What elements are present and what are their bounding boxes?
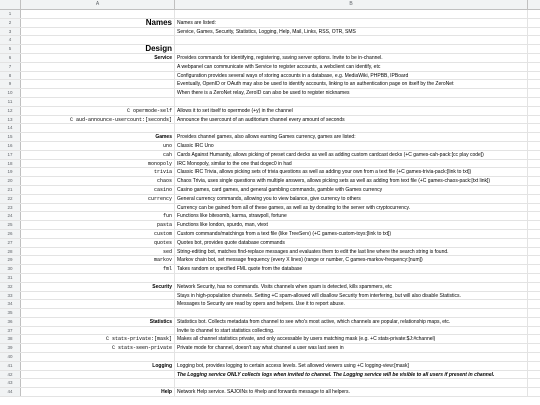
- cell-empty[interactable]: [528, 292, 540, 300]
- cell-b[interactable]: [175, 353, 528, 361]
- table-row: [0, 335, 540, 344]
- cell-a[interactable]: [21, 80, 175, 88]
- table-row: [0, 98, 540, 107]
- cell-b[interactable]: Markov chain bot, set message frequency (every X lines) (range or number, C games-markov-frequency:[num]): [175, 256, 528, 264]
- cell-empty[interactable]: [528, 98, 540, 106]
- cell-a[interactable]: fml: [21, 265, 175, 273]
- row-number[interactable]: 8: [0, 72, 21, 80]
- row-number[interactable]: 44: [0, 388, 21, 396]
- table-row: [0, 160, 540, 169]
- cell-b[interactable]: Casino games, card games, and general gambling commands, gamble with Games currency: [175, 186, 528, 194]
- cell-b[interactable]: Functions like london, spurdo, man, vtext: [175, 221, 528, 229]
- table-row: [0, 309, 540, 318]
- row-number[interactable]: 17: [0, 151, 21, 159]
- column-header-bar: [0, 0, 540, 10]
- row-number[interactable]: 34: [0, 300, 21, 308]
- cell-b[interactable]: Chaos Trivia, uses single questions with multiple answers, allows picking sets as well as adding from text file (+C games-chaos-pack:[txt link]): [175, 177, 528, 185]
- table-row: [0, 265, 540, 274]
- cell-a[interactable]: casino: [21, 186, 175, 194]
- row-number[interactable]: 38: [0, 335, 21, 343]
- table-row: [0, 256, 540, 265]
- cell-a[interactable]: Security: [21, 283, 175, 291]
- cell-b[interactable]: [175, 10, 528, 18]
- cell-empty[interactable]: [528, 28, 540, 36]
- cell-a[interactable]: fun: [21, 212, 175, 220]
- table-row: [0, 168, 540, 177]
- table-row: [0, 36, 540, 45]
- table-row: [0, 63, 540, 72]
- table-row: [0, 362, 540, 371]
- row-number[interactable]: 11: [0, 98, 21, 106]
- cell-a[interactable]: [21, 10, 175, 18]
- row-number[interactable]: 25: [0, 221, 21, 229]
- table-row: [0, 133, 540, 142]
- cell-a[interactable]: Help: [21, 388, 175, 396]
- column-header-filler: [528, 0, 540, 9]
- table-row: [0, 28, 540, 37]
- row-number[interactable]: 22: [0, 195, 21, 203]
- cell-empty[interactable]: [528, 107, 540, 115]
- cell-b[interactable]: Classic IRC Trivia, allows picking sets of trivia questions as well as adding your own from a text file (+C games-trivia-pack:[link to txt]): [175, 168, 528, 176]
- cell-empty[interactable]: [528, 388, 540, 396]
- row-number[interactable]: 4: [0, 36, 21, 44]
- cell-empty[interactable]: [528, 80, 540, 88]
- table-row: [0, 292, 540, 301]
- select-all-corner[interactable]: [0, 0, 21, 9]
- cell-empty[interactable]: [528, 248, 540, 256]
- cell-b[interactable]: Configuration provides several ways of storing accounts in a database, e.g. MediaWiki, PHPBB, IPBoard: [175, 72, 528, 80]
- table-row: [0, 388, 540, 397]
- row-number[interactable]: 5: [0, 45, 21, 53]
- row-number[interactable]: 19: [0, 168, 21, 176]
- table-row: [0, 186, 540, 195]
- cell-b[interactable]: Names are listed:: [175, 19, 528, 27]
- table-row: [0, 300, 540, 309]
- cell-a[interactable]: [21, 72, 175, 80]
- cell-empty[interactable]: [528, 230, 540, 238]
- cell-b[interactable]: Statistics bot. Collects metadata from channel to see who's most active, which channels are popular, relationship maps, etc.: [175, 318, 528, 326]
- cell-a[interactable]: [21, 309, 175, 317]
- cell-a[interactable]: quotes: [21, 239, 175, 247]
- cell-b[interactable]: Functions like bitesomb, karma, strawpoll, fortune: [175, 212, 528, 220]
- row-number[interactable]: 10: [0, 89, 21, 97]
- cell-a[interactable]: chaos: [21, 177, 175, 185]
- table-row: [0, 116, 540, 125]
- table-row: [0, 248, 540, 257]
- cell-b[interactable]: Allows it to set itself to opermode (+y) in the channel: [175, 107, 528, 115]
- cell-b[interactable]: [175, 309, 528, 317]
- table-row: [0, 239, 540, 248]
- cell-empty[interactable]: [528, 300, 540, 308]
- cell-b[interactable]: A webpanel can communicate with Service to register accounts, a webclient can identify, etc: [175, 63, 528, 71]
- cell-b[interactable]: [175, 36, 528, 44]
- cell-b[interactable]: Logging bot, provides logging to certain access levels. Set allowed viewers using +C logging-view:[mask]: [175, 362, 528, 370]
- cell-a[interactable]: Design: [21, 45, 175, 53]
- table-row: [0, 327, 540, 336]
- table-row: [0, 195, 540, 204]
- cell-b[interactable]: Cards Against Humanity, allows picking of preset card decks as well as adding custom cardcast decks (+C games-cah-pack:[cc play code]): [175, 151, 528, 159]
- row-number[interactable]: 26: [0, 230, 21, 238]
- row-number[interactable]: 24: [0, 212, 21, 220]
- cell-empty[interactable]: [528, 124, 540, 132]
- cell-a[interactable]: [21, 63, 175, 71]
- cell-empty[interactable]: [528, 89, 540, 97]
- cell-b[interactable]: General currency commands, allowing you to view balance, give currency to others: [175, 195, 528, 203]
- row-number[interactable]: 31: [0, 274, 21, 282]
- row-number[interactable]: 27: [0, 239, 21, 247]
- cell-b[interactable]: Private mode for channel, doesn't say what channel a user was last seen in: [175, 344, 528, 352]
- cell-a[interactable]: C stats-seen-private: [21, 344, 175, 352]
- cell-empty[interactable]: [528, 204, 540, 212]
- cell-a[interactable]: Names: [21, 19, 175, 27]
- table-row: [0, 124, 540, 133]
- cell-a[interactable]: [21, 204, 175, 212]
- table-row: [0, 212, 540, 221]
- cell-b[interactable]: [175, 45, 528, 53]
- cell-b[interactable]: Quotes bot, provides quote database commands: [175, 239, 528, 247]
- row-number[interactable]: 36: [0, 318, 21, 326]
- cell-empty[interactable]: [528, 195, 540, 203]
- cell-empty[interactable]: [528, 371, 540, 379]
- cell-b[interactable]: [175, 274, 528, 282]
- row-number[interactable]: 2: [0, 19, 21, 27]
- row-number[interactable]: 32: [0, 283, 21, 291]
- column-header-a[interactable]: A: [21, 0, 175, 9]
- cell-a[interactable]: Logging: [21, 362, 175, 370]
- cell-empty[interactable]: [528, 309, 540, 317]
- cell-empty[interactable]: [528, 353, 540, 361]
- cell-a[interactable]: [21, 300, 175, 308]
- row-number[interactable]: 21: [0, 186, 21, 194]
- cell-empty[interactable]: [528, 239, 540, 247]
- cell-a[interactable]: [21, 292, 175, 300]
- cell-a[interactable]: C stats-private:[mask]: [21, 335, 175, 343]
- cell-empty[interactable]: [528, 10, 540, 18]
- table-row: [0, 19, 540, 28]
- table-row: [0, 89, 540, 98]
- cell-a[interactable]: Service: [21, 54, 175, 62]
- cell-empty[interactable]: [528, 72, 540, 80]
- cell-empty[interactable]: [528, 45, 540, 53]
- cell-b[interactable]: Stays in high-population channels. Setting +C spam-allowed will disallow Security from interfering, but will also disable Statistics.: [175, 292, 528, 300]
- table-row: [0, 80, 540, 89]
- cell-empty[interactable]: [528, 318, 540, 326]
- cell-a[interactable]: pasta: [21, 221, 175, 229]
- table-row: [0, 274, 540, 283]
- cell-a[interactable]: [21, 124, 175, 132]
- cell-empty[interactable]: [528, 265, 540, 273]
- cell-b[interactable]: Eventually, OpenID or OAuth may also be used to identify accounts, linking to an authentication page on itself by the ZeroNet: [175, 80, 528, 88]
- cell-a[interactable]: [21, 371, 175, 379]
- table-row: [0, 142, 540, 151]
- table-row: [0, 177, 540, 186]
- table-row: [0, 230, 540, 239]
- row-number[interactable]: 29: [0, 256, 21, 264]
- cell-a[interactable]: custom: [21, 230, 175, 238]
- cell-empty[interactable]: [528, 283, 540, 291]
- cell-b[interactable]: Custom commands/matchings from a text file (like TreeServ) (+C games-custom-toys:[link to txt]): [175, 230, 528, 238]
- cell-b[interactable]: Service, Games, Security, Statistics, Logging, Help, Mail, Links, RSS, OTR, SMS: [175, 28, 528, 36]
- cell-empty[interactable]: [528, 212, 540, 220]
- cell-a[interactable]: [21, 89, 175, 97]
- cell-empty[interactable]: [528, 133, 540, 141]
- table-row: [0, 221, 540, 230]
- cell-empty[interactable]: [528, 142, 540, 150]
- cell-b[interactable]: Provides channel games, also allows earning Games currency, games are listed:: [175, 133, 528, 141]
- cell-a[interactable]: uno: [21, 142, 175, 150]
- cell-empty[interactable]: [528, 36, 540, 44]
- cell-a[interactable]: markov: [21, 256, 175, 264]
- cell-a[interactable]: [21, 36, 175, 44]
- cell-b[interactable]: Messages to Security are read by opers and helpers. Use it to report abuse.: [175, 300, 528, 308]
- row-number[interactable]: 13: [0, 116, 21, 124]
- row-number[interactable]: 7: [0, 63, 21, 71]
- cell-empty[interactable]: [528, 177, 540, 185]
- row-number[interactable]: 30: [0, 265, 21, 273]
- table-row: [0, 318, 540, 327]
- row-number[interactable]: 9: [0, 80, 21, 88]
- cell-a[interactable]: C aud-announce-usercount:[seconds]: [21, 116, 175, 124]
- cell-b[interactable]: Network Security, has no commands. Visits channels when spam is detected, kills spammers, etc: [175, 283, 528, 291]
- row-number[interactable]: 33: [0, 292, 21, 300]
- cell-empty[interactable]: [528, 221, 540, 229]
- cell-empty[interactable]: [528, 168, 540, 176]
- table-row: [0, 283, 540, 292]
- row-number[interactable]: 16: [0, 142, 21, 150]
- cell-a[interactable]: currency: [21, 195, 175, 203]
- table-row: [0, 204, 540, 213]
- table-row: [0, 45, 540, 54]
- cell-b[interactable]: [175, 98, 528, 106]
- table-row: [0, 107, 540, 116]
- row-number[interactable]: 1: [0, 10, 21, 18]
- row-number[interactable]: 14: [0, 124, 21, 132]
- row-number[interactable]: 39: [0, 344, 21, 352]
- cell-b[interactable]: When there is a ZeroNet relay, ZeroID can also be used to register nicknames: [175, 89, 528, 97]
- cell-empty[interactable]: [528, 19, 540, 27]
- cell-a[interactable]: [21, 379, 175, 387]
- row-number[interactable]: 41: [0, 362, 21, 370]
- cell-b[interactable]: Provides commands for identifying, registering, saving server options. Invite to be in-channel.: [175, 54, 528, 62]
- column-header-b[interactable]: B: [175, 0, 528, 9]
- cell-b[interactable]: Makes all channel statistics private, and only accessable by users matching mask (e.g. +C stats-private:$J:#channel): [175, 335, 528, 343]
- cell-a[interactable]: monopoly: [21, 160, 175, 168]
- row-number[interactable]: 40: [0, 353, 21, 361]
- row-number[interactable]: 43: [0, 379, 21, 387]
- cell-a[interactable]: [21, 274, 175, 282]
- cell-a[interactable]: [21, 353, 175, 361]
- cell-empty[interactable]: [528, 116, 540, 124]
- cell-a[interactable]: [21, 28, 175, 36]
- cell-a[interactable]: Games: [21, 133, 175, 141]
- cell-empty[interactable]: [528, 335, 540, 343]
- row-number[interactable]: 20: [0, 177, 21, 185]
- cell-b[interactable]: Classic IRC Uno: [175, 142, 528, 150]
- table-row: [0, 72, 540, 81]
- cell-empty[interactable]: [528, 63, 540, 71]
- cell-a[interactable]: sed: [21, 248, 175, 256]
- table-row: [0, 379, 540, 388]
- cell-empty[interactable]: [528, 362, 540, 370]
- cell-empty[interactable]: [528, 379, 540, 387]
- cell-b[interactable]: Currency can be gained from all of these games, as well as by donating to the server with cryptocurrency.: [175, 204, 528, 212]
- cell-a[interactable]: [21, 327, 175, 335]
- row-number[interactable]: 6: [0, 54, 21, 62]
- cell-a[interactable]: trivia: [21, 168, 175, 176]
- cell-empty[interactable]: [528, 256, 540, 264]
- cell-b[interactable]: Invite to channel to start statistics collecting.: [175, 327, 528, 335]
- cell-b[interactable]: IRC Monopoly, similar to the one that dogec0 in had: [175, 160, 528, 168]
- row-number[interactable]: 35: [0, 309, 21, 317]
- cell-empty[interactable]: [528, 344, 540, 352]
- row-number[interactable]: 18: [0, 160, 21, 168]
- cell-empty[interactable]: [528, 151, 540, 159]
- table-row: [0, 353, 540, 362]
- cell-empty[interactable]: [528, 160, 540, 168]
- row-number[interactable]: 37: [0, 327, 21, 335]
- row-number[interactable]: 15: [0, 133, 21, 141]
- table-row: [0, 371, 540, 380]
- cell-a[interactable]: [21, 98, 175, 106]
- sheet-grid: [0, 10, 540, 397]
- row-number[interactable]: 3: [0, 28, 21, 36]
- cell-empty[interactable]: [528, 274, 540, 282]
- cell-a[interactable]: Statistics: [21, 318, 175, 326]
- table-row: [0, 344, 540, 353]
- cell-empty[interactable]: [528, 54, 540, 62]
- table-row: [0, 54, 540, 63]
- cell-b[interactable]: The Logging service ONLY collects logs when invited to channel. The Logging service will be visible to all users if present in channel.: [175, 371, 528, 379]
- table-row: [0, 151, 540, 160]
- row-number[interactable]: 23: [0, 204, 21, 212]
- cell-empty[interactable]: [528, 327, 540, 335]
- cell-b[interactable]: Takes random or specified FML quote from the database: [175, 265, 528, 273]
- cell-b[interactable]: Network Help service. SAJOINs to #help and forwards message to all helpers.: [175, 388, 528, 396]
- cell-b[interactable]: [175, 124, 528, 132]
- cell-a[interactable]: C opermode-self: [21, 107, 175, 115]
- cell-a[interactable]: cah: [21, 151, 175, 159]
- table-row: [0, 10, 540, 19]
- row-number[interactable]: 42: [0, 371, 21, 379]
- row-number[interactable]: 12: [0, 107, 21, 115]
- row-number[interactable]: 28: [0, 248, 21, 256]
- cell-empty[interactable]: [528, 186, 540, 194]
- cell-b[interactable]: [175, 379, 528, 387]
- cell-b[interactable]: String-editing bot, matches find-replace messages and evaluates them to edit the last line where the search string is found.: [175, 248, 528, 256]
- cell-b[interactable]: Announce the usercount of an auditorium channel every amount of seconds: [175, 116, 528, 124]
